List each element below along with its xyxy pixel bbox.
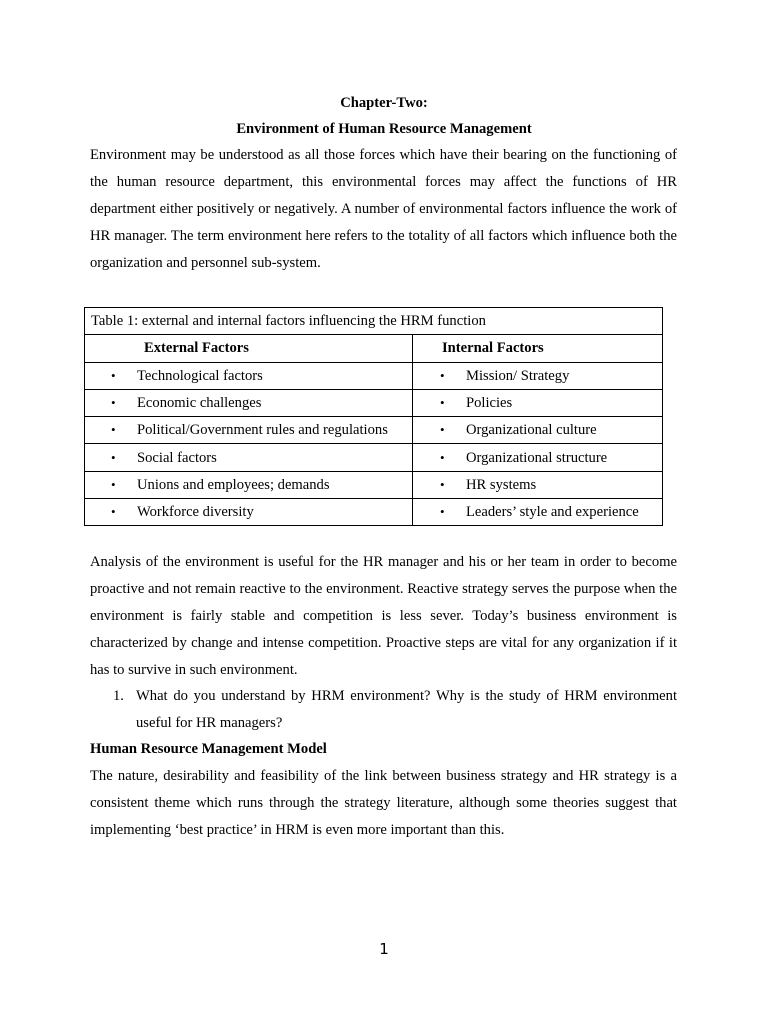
bullet-icon: • [111, 504, 116, 520]
question-number: 1. [113, 688, 124, 704]
internal-factor: Organizational structure [466, 449, 608, 466]
chapter-label: Chapter-Two: [340, 95, 428, 111]
bullet-icon: • [111, 476, 116, 492]
review-question [113, 683, 677, 737]
bullet-icon: • [440, 367, 445, 383]
external-factor: Unions and employees; demands [137, 476, 330, 493]
external-factor: Technological factors [137, 367, 263, 384]
bullet-icon: • [440, 449, 445, 465]
external-factor: Political/Government rules and regulations [137, 422, 388, 439]
internal-factor: HR systems [466, 476, 537, 493]
external-factor: Economic challenges [137, 395, 262, 412]
table-header-row [85, 335, 663, 362]
internal-factors-header: Internal Factors [413, 335, 663, 362]
external-factor: Workforce diversity [137, 504, 254, 521]
table-row [85, 417, 663, 444]
bullet-icon: • [440, 422, 445, 438]
external-factor: Social factors [137, 449, 217, 466]
table-caption-row [85, 308, 663, 335]
internal-factor: Policies [466, 395, 513, 412]
internal-factor: Organizational culture [466, 422, 597, 439]
chapter-title: Environment of Human Resource Management [236, 121, 532, 137]
table-row [85, 389, 663, 416]
bullet-icon: • [111, 395, 116, 411]
bullet-icon: • [440, 504, 445, 520]
bullet-icon: • [111, 422, 116, 438]
internal-factor: Leaders’ style and experience [466, 504, 639, 521]
external-factors-header: External Factors [85, 335, 413, 362]
intro-paragraph: Environment may be understood as all those forces which have their bearing on the functioning of the human resource department, this environmental forces may affect the functions of HR department either positively or negatively. A number of environmental factors influence the work of HR manager. The term environment here refers to the totality of all factors which influence both the organization and personnel sub-system. [90, 147, 677, 271]
bullet-icon: • [440, 476, 445, 492]
table-row [85, 499, 663, 526]
table-row [85, 471, 663, 498]
bullet-icon: • [440, 395, 445, 411]
table-row [85, 444, 663, 471]
analysis-paragraph: Analysis of the environment is useful for the HR manager and his or her team in order to become proactive and not remain reactive to the environment. Reactive strategy serves the purpose when the environment is fairly stable and competition is less sever. Today’s business environment is characterized by change and intense competition. Proactive steps are vital for any organization if it has to survive in such environment. [90, 554, 677, 678]
question-text: What do you understand by HRM environment? Why is the study of HRM environment useful for HR managers? [136, 688, 677, 731]
page-number: 1 [379, 940, 389, 958]
table-row [85, 362, 663, 389]
bullet-icon: • [111, 367, 116, 383]
model-paragraph: The nature, desirability and feasibility of the link between business strategy and HR strategy is a consistent theme which runs through the strategy literature, although some theories suggest that implementing ‘best practice’ in HRM is even more important than this. [90, 768, 677, 838]
table-caption: Table 1: external and internal factors influencing the HRM function [85, 308, 663, 335]
internal-factor: Mission/ Strategy [466, 367, 570, 384]
section-heading: Human Resource Management Model [90, 741, 327, 757]
factors-table [84, 307, 663, 526]
bullet-icon: • [111, 449, 116, 465]
